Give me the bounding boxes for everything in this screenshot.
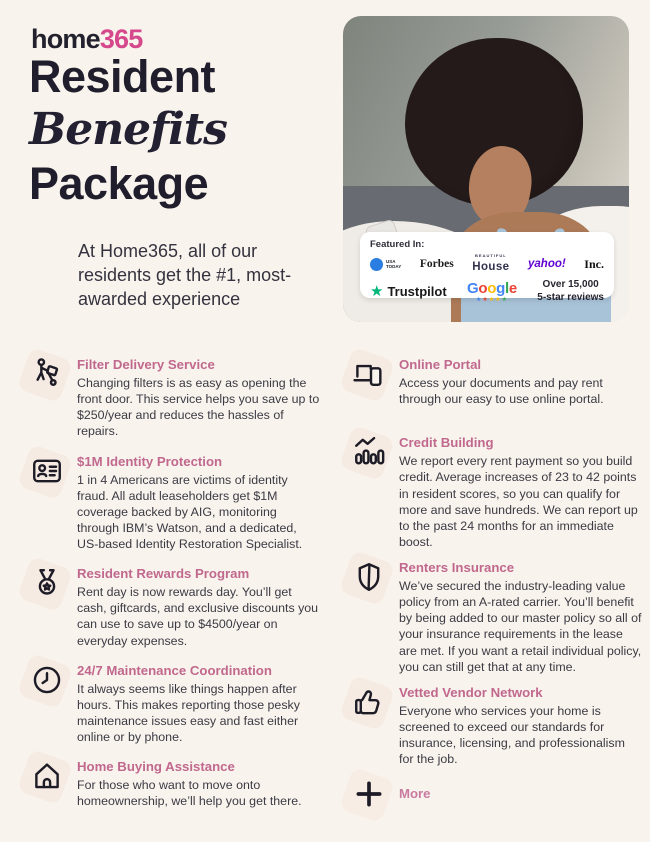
benefit-title: Filter Delivery Service (77, 357, 215, 372)
featured-in-label: Featured In: (370, 239, 425, 250)
title-line-package: Package (29, 157, 209, 209)
benefits-column-left (30, 357, 320, 823)
shield-icon (352, 560, 388, 596)
benefit-body: Changing filters is as easy as opening the front door. This service helps you save up to $250/year and reduces the hassles of repairs. (77, 376, 320, 439)
benefit-renters-insurance (352, 560, 642, 675)
benefit-title: $1M Identity Protection (77, 453, 223, 469)
filter-delivery-icon (30, 357, 66, 393)
featured-reviews-row (370, 279, 604, 304)
benefit-filter-delivery (30, 357, 320, 440)
benefit-body: Rent day is now rewards day. You’ll get cash, giftcards, and exclusive discounts you can use to save up to $4500/year on everyday expenses. (77, 585, 319, 648)
hero-photo (343, 16, 629, 322)
clock-icon (30, 663, 66, 699)
benefit-home-buying (30, 759, 320, 809)
devices-icon (352, 357, 388, 393)
usa-today-circle-icon (370, 258, 383, 271)
benefit-body: We report every rent payment so you build credit. Average increases of 23 to 42 points in resident scores, so you can qualify for more and save hundreds. We can report up to the past 24 months for an immediate boost. (399, 454, 638, 549)
usa-today-logo (370, 258, 401, 271)
featured-in-card (360, 232, 614, 303)
id-card-icon (30, 454, 66, 490)
yahoo-logo: yahoo! (528, 258, 566, 270)
google-stars-icon: ★★★★★ (476, 296, 508, 303)
medal-icon (30, 566, 66, 602)
title-line-resident: Resident (29, 51, 216, 102)
credit-chart-icon (352, 435, 388, 471)
logo-word: home (31, 24, 100, 54)
featured-logos-row (370, 254, 604, 274)
reviews-count: Over 15,000 5-star reviews (537, 279, 604, 303)
benefits-column-right (352, 357, 642, 823)
usa-today-text: USA TODAY (386, 258, 402, 269)
inc-logo: Inc. (584, 256, 604, 271)
benefit-body: 1 in 4 Americans are victims of identity fraud. All adult leaseholders get $1M coverage backed by AIG, monitoring through IBM’s Watson, and a dedicated, US-based Identity Restoration Specialist. (77, 472, 303, 551)
google-logo (467, 281, 517, 303)
benefit-maintenance (30, 663, 320, 746)
benefit-body: For those who want to move onto homeownership, we’ll help you get there. (77, 778, 302, 809)
trustpilot-logo: ★ Trustpilot (370, 283, 447, 300)
trustpilot-star-icon: ★ (370, 283, 384, 300)
thumbs-up-icon (352, 685, 388, 721)
benefit-rewards-program (30, 566, 320, 649)
benefit-online-portal (352, 357, 642, 407)
benefit-title: More (399, 786, 431, 802)
benefit-title: Home Buying Assistance (77, 759, 235, 775)
house-beautiful-logo: BEAUTIFUL House (472, 253, 510, 273)
hero-subtitle: At Home365, all of our residents get the #1, most-awarded experience (78, 241, 292, 309)
benefit-body: Everyone who services your home is screened to exceed our standards for insurance, licensing, and professionalism for the job. (399, 703, 625, 767)
page-title (29, 50, 227, 210)
google-wordmark: Google (467, 279, 517, 297)
title-line-benefits: Benefits (29, 104, 227, 156)
forbes-logo: Forbes (419, 258, 454, 270)
benefit-title: Online Portal (399, 357, 482, 372)
benefit-body: Access your documents and pay rent through our easy to use online portal. (399, 376, 604, 407)
plus-icon (352, 777, 388, 813)
benefit-more (352, 777, 642, 813)
benefit-identity-protection (30, 454, 320, 553)
benefit-vendor-network (352, 685, 642, 768)
logo-number: 365 (99, 24, 143, 54)
benefit-title: Renters Insurance (399, 560, 515, 575)
benefit-credit-building (352, 435, 642, 550)
benefit-title: Resident Rewards Program (77, 566, 250, 582)
benefit-title: Vetted Vendor Network (399, 684, 543, 700)
benefit-body: It always seems like things happen after hours. This makes reporting those pesky maintenance issues easy and fast either online or by phone. (77, 681, 300, 744)
benefit-title: 24/7 Maintenance Coordination (77, 662, 272, 678)
benefit-body: We’ve secured the industry-leading value policy from an A-rated carrier. You’ll benefit by being added to our master policy so all of your insurance requirements in the lease are met. If you want a retail individual policy, you can still get that at any time. (399, 579, 642, 674)
house-icon (30, 759, 66, 795)
benefit-title: Credit Building (399, 435, 494, 451)
